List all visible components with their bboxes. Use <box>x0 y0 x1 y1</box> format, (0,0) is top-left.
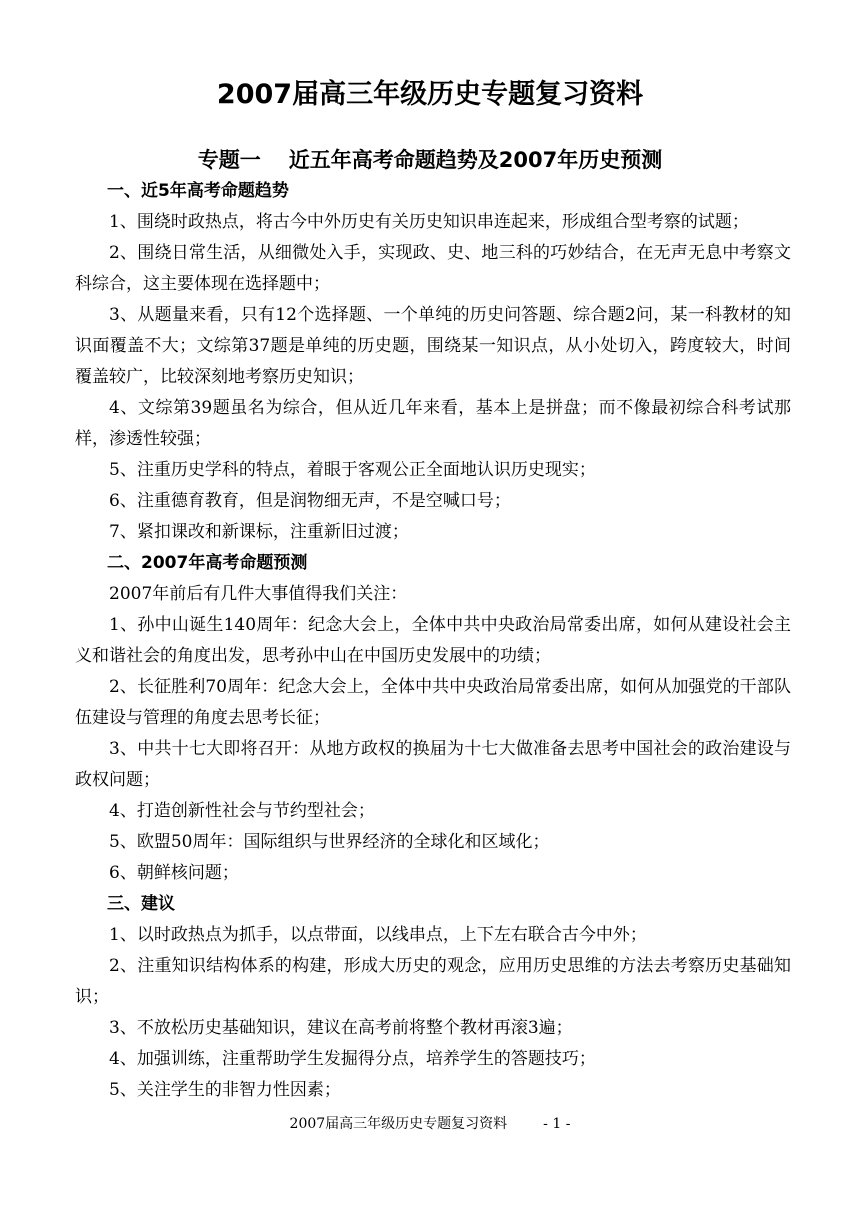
paragraph: 1、围绕时政热点，将古今中外历史有关历史知识串连起来，形成组合型考察的试题； <box>109 212 749 232</box>
paragraph: 5、注重历史学科的特点，着眼于客观公正全面地认识历史现实； <box>109 460 596 480</box>
paragraph: 4、打造创新性社会与节约型社会； <box>109 801 375 821</box>
paragraph: 6、朝鲜核问题； <box>109 863 239 883</box>
paragraph: 4、加强训练，注重帮助学生发掘得分点，培养学生的答题技巧； <box>109 1049 596 1069</box>
paragraph: 2007年前后有几件大事值得我们关注： <box>109 584 408 604</box>
paragraph: 1、以时政热点为抓手，以点带面，以线串点，上下左右联合古今中外； <box>109 925 647 945</box>
paragraph: 2、长征胜利70周年：纪念大会上，全体中共中央政治局常委出席，如何从加强党的干部队伍建设与管理的角度去思考长征； <box>75 677 791 728</box>
paragraph: 2、注重知识结构体系的构建，形成大历史的观念，应用历史思维的方法去考察历史基础知识； <box>75 956 791 1007</box>
footer-title: 2007届高三年级历史专题复习资料 <box>289 1116 508 1132</box>
page-footer <box>0 1114 860 1134</box>
paragraph: 3、不放松历史基础知识，建议在高考前将整个教材再滚3遍； <box>109 1018 573 1038</box>
paragraph: 6、注重德育教育，但是润物细无声，不是空喊口号； <box>109 491 511 511</box>
paragraph: 4、文综第39题虽名为综合，但从近几年来看，基本上是拼盘；而不像最初综合科考试那样，渗透性较强； <box>75 398 791 449</box>
section-heading: 二、2007年高考命题预测 <box>107 553 308 573</box>
section-heading: 一、近5年高考命题趋势 <box>107 181 289 201</box>
paragraph: 5、关注学生的非智力性因素； <box>109 1080 341 1100</box>
page-number: - 1 - <box>543 1116 571 1132</box>
document-body <box>75 176 791 1106</box>
section-heading: 三、建议 <box>107 894 175 914</box>
paragraph: 5、欧盟50周年：国际组织与世界经济的全球化和区域化； <box>109 832 550 852</box>
subtitle-prefix: 专题一 <box>197 148 261 172</box>
paragraph: 1、孙中山诞生140周年：纪念大会上，全体中共中央政治局常委出席，如何从建设社会主义和谐社会的角度出发，思考孙中山在中国历史发展中的功绩； <box>75 615 791 666</box>
subtitle-main: 近五年高考命题趋势及2007年历史预测 <box>288 148 663 172</box>
document-title: 2007届高三年级历史专题复习资料 <box>216 79 644 110</box>
paragraph: 3、中共十七大即将召开：从地方政权的换届为十七大做准备去思考中国社会的政治建设与政权问题； <box>75 739 791 790</box>
paragraph: 3、从题量来看，只有12个选择题、一个单纯的历史问答题、综合题2问，某一科教材的知识面覆盖不大；文综第37题是单纯的历史题，围绕某一知识点，从小处切入，跨度较大，时间覆盖较广，比较深刻地考察历史知识； <box>75 305 791 387</box>
paragraph: 2、围绕日常生活，从细微处入手，实现政、史、地三科的巧妙结合，在无声无息中考察文科综合，这主要体现在选择题中； <box>75 243 791 294</box>
paragraph: 7、紧扣课改和新课标，注重新旧过渡； <box>109 522 409 542</box>
document-subtitle <box>0 145 860 175</box>
